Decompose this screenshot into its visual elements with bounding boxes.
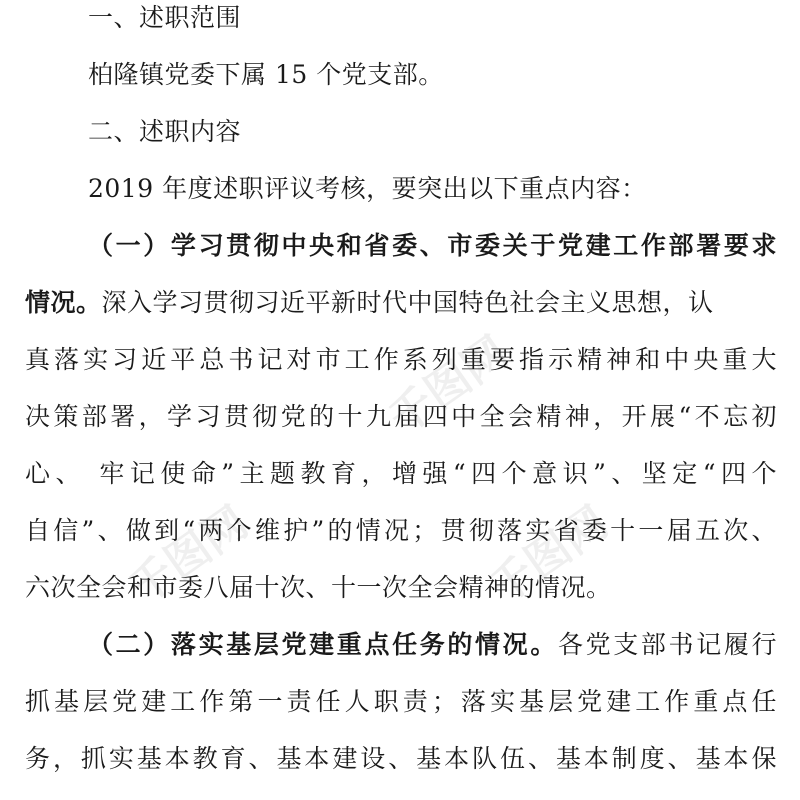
item2-line-1: 抓基层党建工作第一责任人职责；落实基层党建工作重点任 bbox=[25, 687, 777, 716]
item1-line-3: 决策部署，学习贯彻党的十九届四中全会精神，开展“不忘初 bbox=[25, 402, 777, 431]
intro-text: 2019 年度述职评议考核，要突出以下重点内容： bbox=[88, 174, 647, 203]
watermark: 千图网 bbox=[379, 326, 518, 445]
section-heading-content: 二、述职内容 bbox=[88, 117, 242, 146]
item2-line-2: 务，抓实基本教育、基本建设、基本队伍、基本制度、基本保 bbox=[25, 744, 777, 773]
item1-line-5: 自信”、做到“两个维护”的情况；贯彻落实省委十一届五次、 bbox=[25, 516, 777, 545]
item1-line-1 bbox=[25, 288, 777, 318]
item2-title-line bbox=[88, 630, 777, 660]
scope-text: 柏隆镇党委下属 15 个党支部。 bbox=[88, 60, 444, 89]
item1-line-2: 真落实习近平总书记对市工作系列重要指示精神和中央重大 bbox=[25, 345, 777, 374]
watermark: 千图网 bbox=[479, 496, 618, 615]
item2-title: （二）落实基层党建重点任务的情况。 bbox=[88, 630, 558, 659]
item1-title-cont: 情况。 bbox=[25, 288, 102, 317]
item2-title-cont: 各党支部书记履行 bbox=[557, 630, 777, 659]
item1-line-4: 心、 牢记使命”主题教育，增强“四个意识”、坚定“四个 bbox=[25, 459, 777, 488]
item1-text: 深入学习贯彻习近平新时代中国特色社会主义思想，认 bbox=[101, 288, 714, 317]
watermark: 千图网 bbox=[119, 496, 258, 615]
item1-line-6: 六次全会和市委八届十次、十一次全会精神的情况。 bbox=[25, 573, 612, 602]
item1-title: （一）学习贯彻中央和省委、市委关于党建工作部署要求 bbox=[88, 231, 777, 260]
section-heading-scope: 一、述职范围 bbox=[88, 3, 242, 32]
